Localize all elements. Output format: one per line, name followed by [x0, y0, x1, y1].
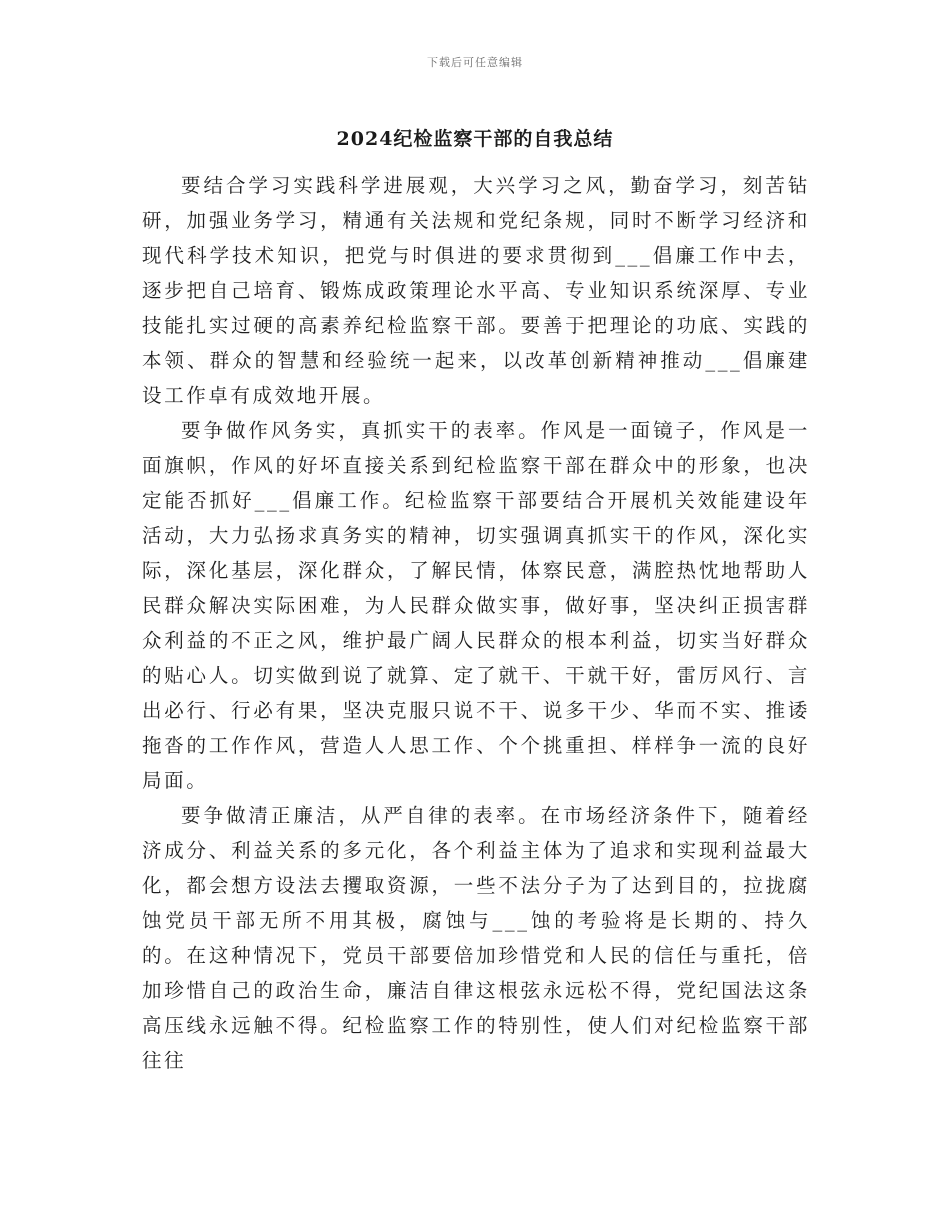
document-title: 2024纪检监察干部的自我总结	[336, 128, 614, 150]
paragraph-3: 要争做清正廉洁，从严自律的表率。在市场经济条件下，随着经济成分、利益关系的多元化，各个利益主体为了追求和实现利益最大化，都会想方设法去攫取资源，一些不法分子为了达到目的，拉拢腐蚀党员干部无所不用其极，腐蚀与___蚀的考验将是长期的、持久的。在这种情况下，党员干部要倍加珍惜党和人民的信任与重托，倍加珍惜自己的政治生命，廉洁自律这根弦永远松不得，党纪国法这条高压线永远触不得。纪检监察工作的特别性，使人们对纪检监察干部往往	[142, 804, 810, 1072]
paragraph-1: 要结合学习实践科学进展观，大兴学习之风，勤奋学习，刻苦钻研，加强业务学习，精通有关法规和党纪条规，同时不断学习经济和现代科学技术知识，把党与时俱进的要求贯彻到___倡廉工作中去，逐步把自己培育、锻炼成政策理论水平高、专业知识系统深厚、专业技能扎实过硬的高素养纪检监察干部。要善于把理论的功底、实践的本领、群众的智慧和经验统一起来，以改革创新精神推动___倡廉建设工作卓有成效地开展。	[142, 174, 810, 407]
header-note: 下载后可任意编辑	[427, 56, 523, 69]
paragraph-2: 要争做作风务实，真抓实干的表率。作风是一面镜子，作风是一面旗帜，作风的好坏直接关系到纪检监察干部在群众中的形象，也决定能否抓好___倡廉工作。纪检监察干部要结合开展机关效能建设年活动，大力弘扬求真务实的精神，切实强调真抓实干的作风，深化实际，深化基层，深化群众，了解民情，体察民意，满腔热忱地帮助人民群众解决实际困难，为人民群众做实事，做好事，坚决纠正损害群众利益的不正之风，维护最广阔人民群众的根本利益，切实当好群众的贴心人。切实做到说了就算、定了就干、干就干好，雷厉风行、言出必行、行必有果，坚决克服只说不干、说多干少、华而不实、推诿拖沓的工作作风，营造人人思工作、个个挑重担、样样争一流的良好局面。	[142, 419, 810, 792]
document-body	[142, 168, 810, 1078]
